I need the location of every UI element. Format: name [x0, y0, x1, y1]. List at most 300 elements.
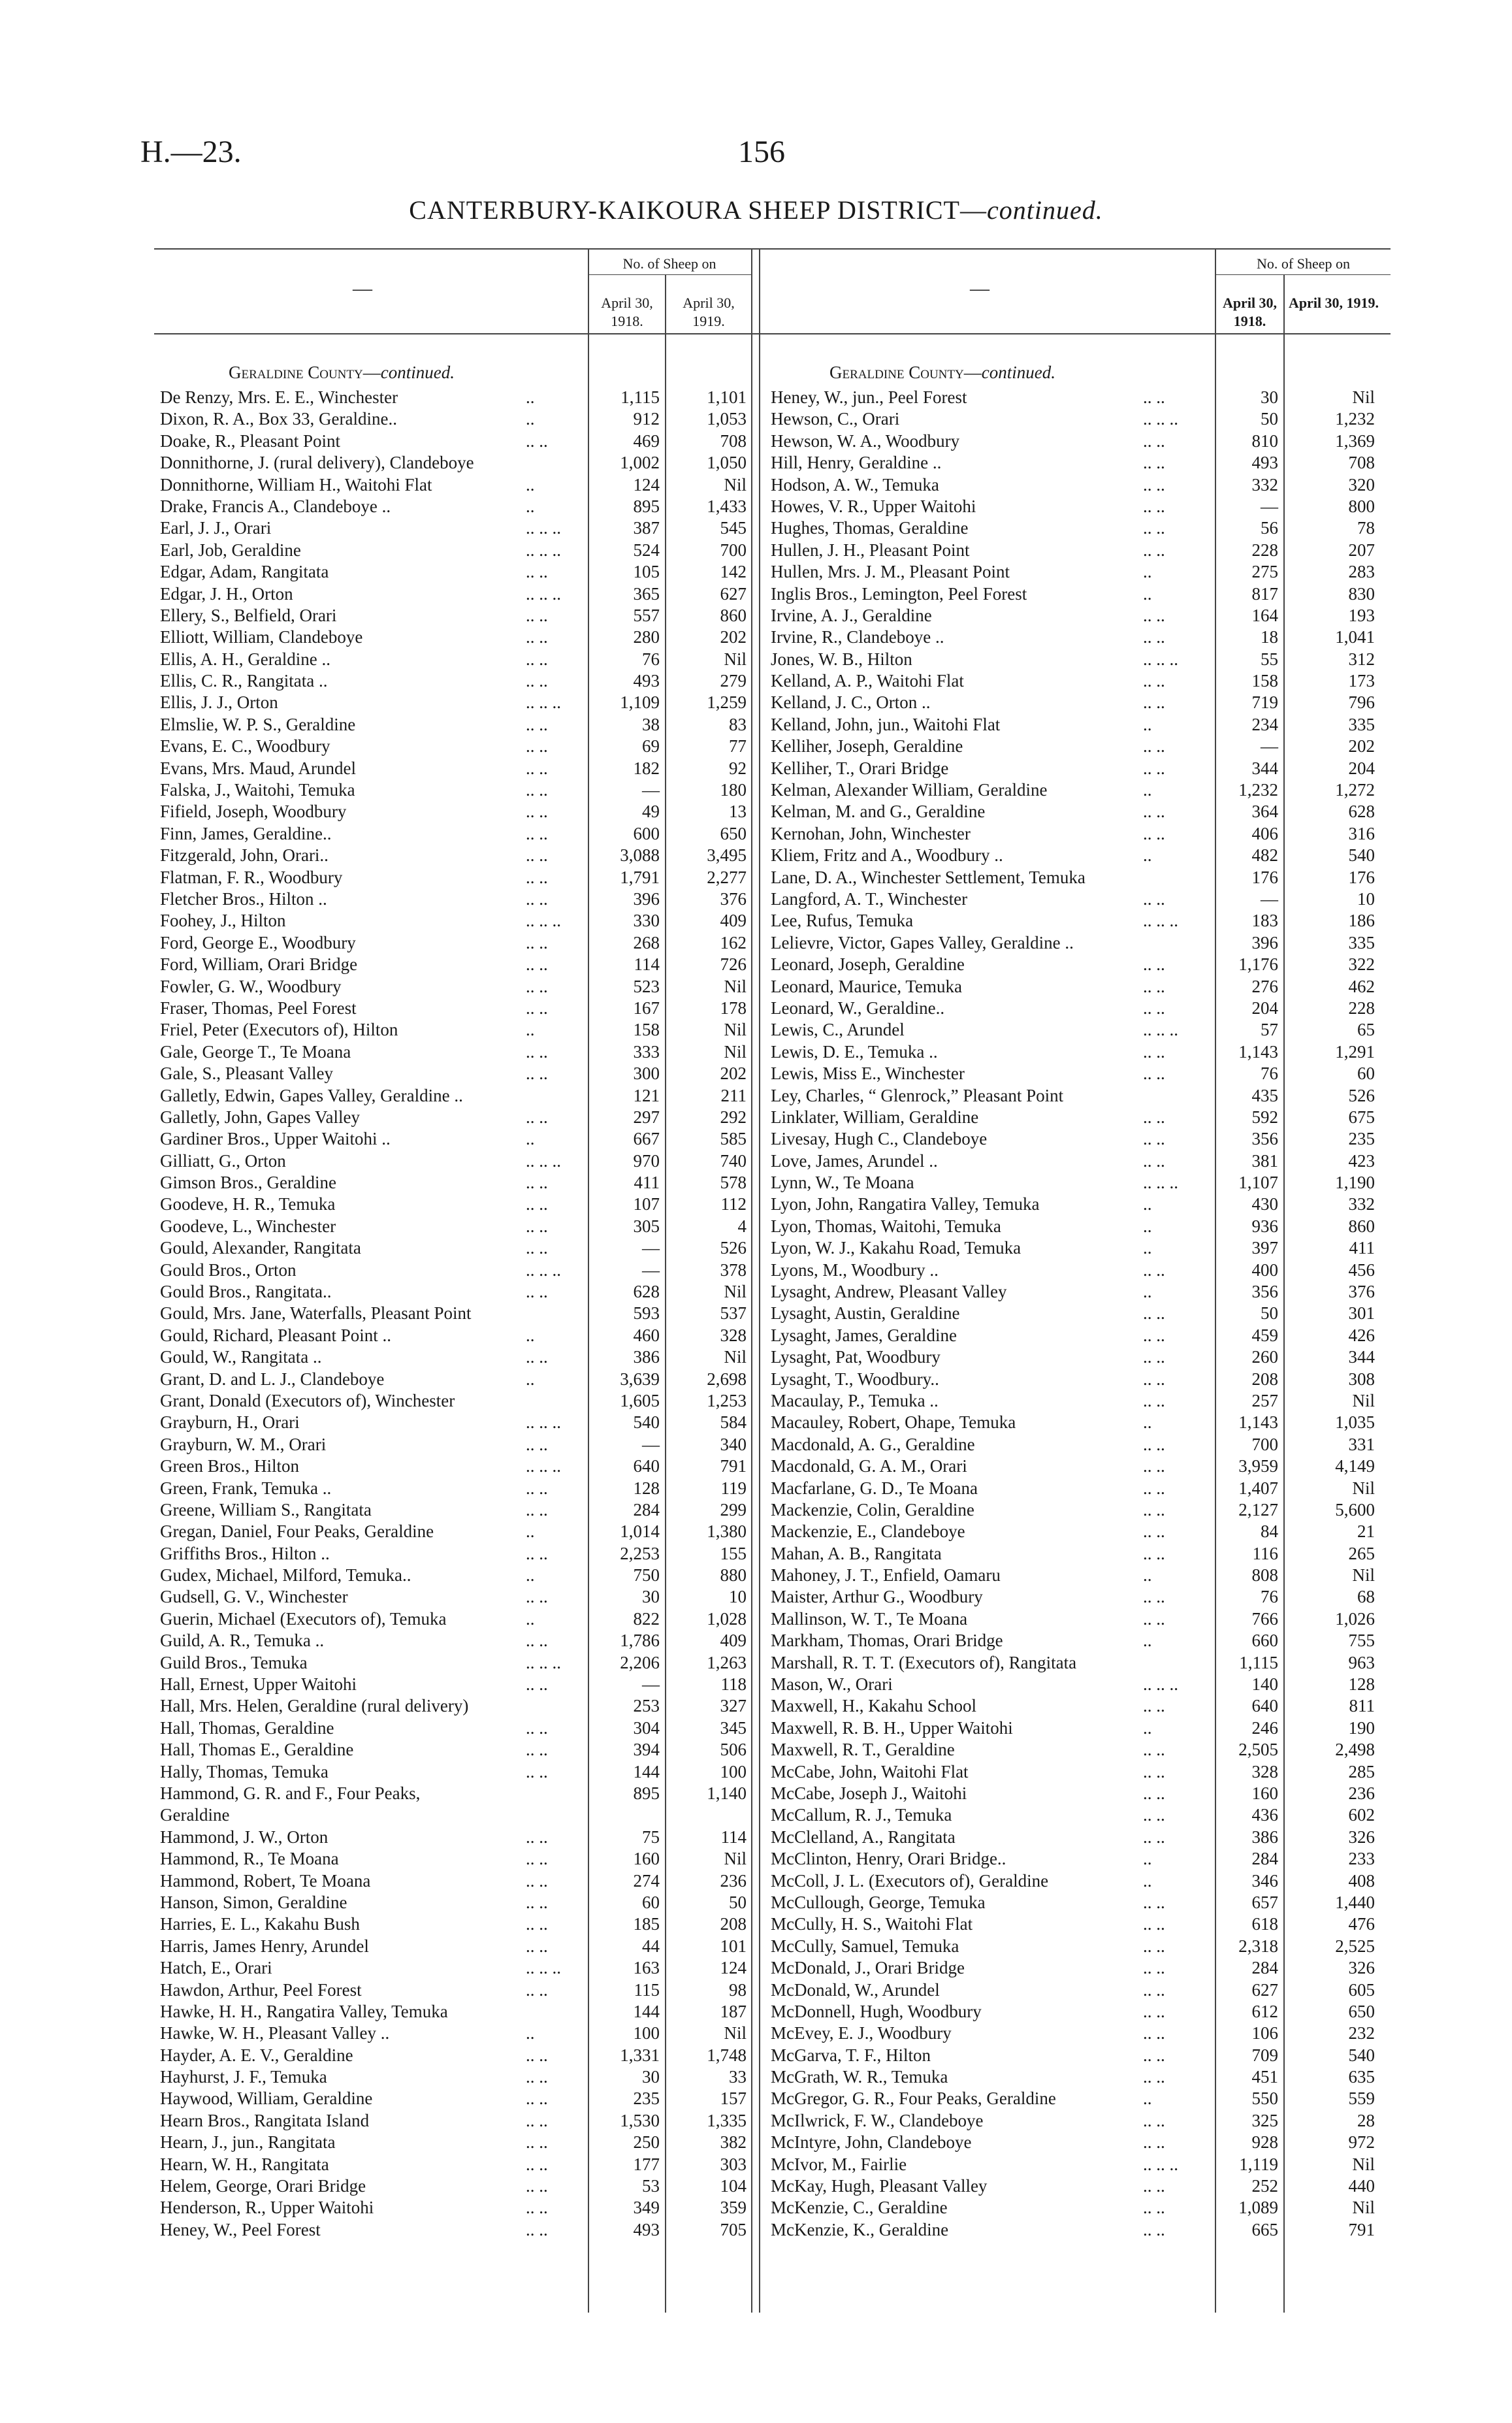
sheep-1918-value: 76	[1261, 1064, 1278, 1084]
sheep-1918-value: 260	[1251, 1347, 1278, 1367]
sheep-1918-value: 121	[633, 1085, 660, 1105]
table-row	[771, 1455, 1512, 1477]
sheep-1919-value: 796	[1348, 692, 1375, 713]
sheep-1919-value: 2,698	[707, 1369, 747, 1389]
table-row	[771, 1107, 1512, 1128]
sheep-1919-value: 335	[1348, 932, 1375, 952]
sheep-1919-value: 2,525	[1335, 1936, 1375, 1956]
leader-dots: .. ..	[526, 671, 548, 691]
owner-name: Heney, W., jun., Peel Forest	[771, 387, 967, 407]
leader-dots: ..	[526, 474, 535, 495]
sheep-1919-value: 326	[1348, 1958, 1375, 1978]
sheep-1919-value: 118	[720, 1674, 747, 1695]
owner-name: Lewis, D. E., Temuka ..	[771, 1041, 938, 1062]
sheep-1919-value: 1,026	[1335, 1608, 1375, 1629]
owner-name: McCallum, R. J., Temuka	[771, 1805, 952, 1825]
sheep-1919-value: Nil	[724, 1282, 747, 1302]
leader-dots: .. .. ..	[1143, 1674, 1178, 1695]
leader-dots: .. ..	[1143, 2176, 1165, 2196]
sheep-1918-value: 400	[1251, 1260, 1278, 1280]
leader-dots: .. .. ..	[526, 1150, 561, 1171]
table-row	[771, 1325, 1512, 1346]
sheep-1919-value: 211	[720, 1085, 747, 1105]
sheep-1918-value: 709	[1251, 2045, 1278, 2065]
sheep-1918-value: 257	[1251, 1390, 1278, 1410]
leader-dots: ..	[526, 409, 535, 429]
owner-name: Guild, A. R., Temuka ..	[160, 1631, 325, 1651]
owner-name: Fowler, G. W., Woodbury	[160, 976, 342, 996]
sheep-1918-value: 618	[1251, 1914, 1278, 1934]
leader-dots: .. .. ..	[1143, 649, 1178, 669]
sheep-1919-value: 92	[729, 758, 747, 778]
table-row	[771, 583, 1512, 605]
sheep-1919-value: 476	[1348, 1914, 1375, 1934]
sheep-1918-value: 53	[642, 2176, 660, 2196]
owner-name: Hammond, G. R. and F., Four Peaks,	[160, 1783, 421, 1803]
sheep-1918-value: 627	[1251, 1979, 1278, 2000]
sheep-1918-value: 460	[633, 1325, 660, 1345]
sheep-1918-value: 182	[633, 758, 660, 778]
sheep-1918-value: 356	[1251, 1129, 1278, 1149]
owner-name: Maister, Arthur G., Woodbury	[771, 1587, 983, 1607]
sheep-1918-value: 386	[1251, 1827, 1278, 1847]
leader-dots: .. ..	[1143, 802, 1165, 822]
sheep-1919-value: 340	[720, 1434, 747, 1454]
sheep-1919-value: 526	[720, 1238, 747, 1258]
leader-dots: .. ..	[1143, 823, 1165, 843]
leader-dots: .. ..	[1143, 1761, 1165, 1781]
sheep-1918-value: 284	[1251, 1849, 1278, 1869]
sheep-1918-value: 895	[633, 1783, 660, 1803]
leader-dots: .. ..	[526, 1478, 548, 1498]
sheep-1918-value: 750	[633, 1565, 660, 1586]
sheep-1918-value: 365	[633, 583, 660, 604]
right-col2-header: April 30, 1919.	[1288, 295, 1379, 311]
table-row	[771, 605, 1512, 626]
sheep-1919-value: 359	[720, 2198, 747, 2218]
table-row	[771, 561, 1512, 583]
leader-dots: .. .. ..	[526, 1456, 561, 1476]
sheep-1918-value: 185	[633, 1914, 660, 1934]
owner-name: Mallinson, W. T., Te Moana	[771, 1608, 968, 1629]
sheep-1918-value: —	[1261, 888, 1278, 909]
sheep-1918-value: 808	[1251, 1565, 1278, 1586]
table-row	[771, 779, 1512, 801]
sheep-1919-value: 800	[1348, 496, 1375, 516]
sheep-1918-value: 1,002	[620, 453, 660, 473]
table-row	[771, 998, 1512, 1019]
sheep-1919-value: 628	[1348, 802, 1375, 822]
leader-dots: .. ..	[526, 2045, 548, 2065]
leader-dots: .. .. ..	[526, 1412, 561, 1433]
sheep-1918-value: 284	[633, 1499, 660, 1520]
sheep-1918-value: 1,786	[620, 1631, 660, 1651]
sheep-1918-value: 163	[633, 1958, 660, 1978]
table-row	[771, 1804, 1512, 1826]
sheep-1919-value: 540	[1348, 845, 1375, 866]
sheep-1918-value: 493	[633, 2219, 660, 2239]
sheep-1919-value: 279	[720, 671, 747, 691]
owner-name: Donnithorne, William H., Waitohi Flat	[160, 474, 432, 495]
owner-name: Lewis, C., Arundel	[771, 1020, 905, 1040]
sheep-1919-value: 301	[1348, 1303, 1375, 1324]
table-row	[771, 1870, 1512, 1892]
sheep-1919-value: 193	[1348, 605, 1375, 625]
left-header-dash: —	[353, 278, 372, 299]
table-row	[771, 1434, 1512, 1455]
sheep-1919-value: 142	[720, 562, 747, 582]
sheep-1919-value: 335	[1348, 714, 1375, 734]
page-title: CANTERBURY-KAIKOURA SHEEP DISTRICT—continued.	[409, 195, 1103, 225]
leader-dots: .. .. ..	[526, 1260, 561, 1280]
sheep-1918-value: 411	[634, 1173, 660, 1193]
leader-dots: .. .. ..	[1143, 409, 1178, 429]
table-row	[771, 2001, 1512, 2023]
sheep-1919-value: 68	[1357, 1587, 1375, 1607]
leader-dots: ..	[526, 1325, 535, 1345]
sheep-1919-value: 1,259	[707, 692, 747, 713]
leader-dots: .. ..	[1143, 496, 1165, 516]
leader-dots: ..	[1143, 1631, 1152, 1651]
sheep-1919-value: 2,277	[707, 867, 747, 887]
sheep-1919-value: 1,035	[1335, 1412, 1375, 1433]
table-row	[771, 1783, 1512, 1804]
sheep-1918-value: 436	[1251, 1805, 1278, 1825]
owner-name: McColl, J. L. (Executors of), Geraldine	[771, 1870, 1049, 1891]
sheep-1919-value: 376	[720, 888, 747, 909]
owner-name: Harris, James Henry, Arundel	[160, 1936, 369, 1956]
owner-name: Hall, Thomas, Geraldine	[160, 1717, 334, 1738]
table-row	[771, 2066, 1512, 2088]
sheep-1919-value: 178	[720, 998, 747, 1018]
table-row	[771, 1499, 1512, 1521]
sheep-1919-value: 186	[1348, 911, 1375, 931]
sheep-1919-value: 1,053	[707, 409, 747, 429]
sheep-1919-value: 860	[1348, 1216, 1375, 1236]
sheep-1919-value: 602	[1348, 1805, 1375, 1825]
owner-name: McCully, Samuel, Temuka	[771, 1936, 959, 1956]
owner-name: Ley, Charles, “ Glenrock,” Pleasant Point	[771, 1085, 1064, 1105]
sheep-1918-value: 280	[633, 627, 660, 647]
leader-dots: .. .. ..	[526, 583, 561, 604]
owner-name: McGregor, G. R., Four Peaks, Geraldine	[771, 2089, 1056, 2109]
sheep-1918-value: 524	[633, 540, 660, 560]
owner-name: Hewson, W. A., Woodbury	[771, 431, 960, 451]
sheep-1919-value: 202	[720, 627, 747, 647]
leader-dots: .. ..	[1143, 1150, 1165, 1171]
owner-name: Hawke, W. H., Pleasant Valley ..	[160, 2023, 390, 2043]
sheep-1919-value: 963	[1348, 1652, 1375, 1672]
sheep-1919-value: 207	[1348, 540, 1375, 560]
sheep-1919-value: 344	[1348, 1347, 1375, 1367]
sheep-1918-value: 107	[633, 1194, 660, 1214]
leader-dots: .. ..	[1143, 736, 1165, 756]
table-row	[771, 1827, 1512, 1848]
leader-dots: .. ..	[1143, 1369, 1165, 1389]
owner-name: Mahoney, J. T., Enfield, Oamaru	[771, 1565, 1001, 1586]
owner-name: Linklater, William, Geraldine	[771, 1107, 979, 1127]
table-row	[771, 496, 1512, 517]
sheep-1918-value: 274	[633, 1870, 660, 1891]
owner-name: Lyons, M., Woodbury ..	[771, 1260, 939, 1280]
sheep-1919-value: 440	[1348, 2176, 1375, 2196]
sheep-1918-value: 364	[1251, 802, 1278, 822]
owner-name: Love, James, Arundel ..	[771, 1150, 938, 1171]
sheep-1918-value: 30	[642, 2067, 660, 2087]
owner-name: Grayburn, H., Orari	[160, 1412, 300, 1433]
sheep-1919-value: 559	[1348, 2089, 1375, 2109]
leader-dots: .. ..	[526, 780, 548, 800]
table-row	[771, 2088, 1512, 2109]
table-row	[771, 1128, 1512, 1150]
owner-name: Lee, Rufus, Temuka	[771, 911, 914, 931]
sheep-1918-value: 1,089	[1238, 2198, 1278, 2218]
leader-dots: .. ..	[1143, 1914, 1165, 1934]
leader-dots: .. ..	[526, 2219, 548, 2239]
sheep-1918-value: 822	[633, 1608, 660, 1629]
sheep-1918-value: 228	[1251, 540, 1278, 560]
sheep-1919-value: 119	[720, 1478, 747, 1498]
sheep-1919-value: 1,028	[707, 1608, 747, 1629]
owner-name: Leonard, W., Geraldine..	[771, 998, 945, 1018]
owner-name: Goodeve, H. R., Temuka	[160, 1194, 336, 1214]
sheep-1918-value: 304	[633, 1717, 660, 1738]
leader-dots: .. ..	[526, 1282, 548, 1302]
owner-name: Fifield, Joseph, Woodbury	[160, 802, 347, 822]
leader-dots: ..	[1143, 1194, 1152, 1214]
owner-name: Dixon, R. A., Box 33, Geraldine..	[160, 409, 397, 429]
sheep-1919-value: 320	[1348, 474, 1375, 495]
right-group-header: No. of Sheep on	[1257, 255, 1350, 272]
leader-dots: ..	[1143, 1717, 1152, 1738]
sheep-1919-value: 1,748	[707, 2045, 747, 2065]
leader-dots: .. .. ..	[526, 518, 561, 538]
table-row	[771, 1237, 1512, 1259]
sheep-1918-value: 160	[1251, 1783, 1278, 1803]
sheep-1919-value: 173	[1348, 671, 1375, 691]
sheep-1918-value: 330	[633, 911, 660, 931]
sheep-1919-value: 112	[720, 1194, 747, 1214]
sheep-1918-value: 158	[633, 1020, 660, 1040]
sheep-1919-value: 408	[1348, 1870, 1375, 1891]
sheep-1919-value: 285	[1348, 1761, 1375, 1781]
sheep-1918-value: 325	[1251, 2110, 1278, 2130]
sheep-1919-value: 233	[1348, 1849, 1375, 1869]
owner-name: Kelman, Alexander William, Geraldine	[771, 780, 1048, 800]
owner-name: Kliem, Fritz and A., Woodbury ..	[771, 845, 1003, 866]
table-row	[771, 932, 1512, 954]
leader-dots: .. ..	[1143, 954, 1165, 975]
leader-dots: .. ..	[1143, 1129, 1165, 1149]
owner-name: Foohey, J., Hilton	[160, 911, 286, 931]
sheep-1919-value: 1,050	[707, 453, 747, 473]
sheep-1919-value: 540	[1348, 2045, 1375, 2065]
leader-dots: .. ..	[1143, 1805, 1165, 1825]
table-row	[771, 1739, 1512, 1761]
sheep-1918-value: 386	[633, 1347, 660, 1367]
leader-dots: .. ..	[526, 1107, 548, 1127]
owner-name: Hearn, W. H., Rangitata	[160, 2154, 329, 2174]
leader-dots: .. ..	[526, 998, 548, 1018]
sheep-1918-value: 253	[633, 1696, 660, 1716]
sheep-1918-value: 204	[1251, 998, 1278, 1018]
sheep-1918-value: 1,530	[620, 2110, 660, 2130]
sheep-1918-value: —	[642, 1674, 660, 1695]
owner-name: Hall, Thomas E., Geraldine	[160, 1740, 354, 1760]
sheep-1918-value: —	[642, 1434, 660, 1454]
owner-name: Donnithorne, J. (rural delivery), Clandeboye	[160, 453, 474, 473]
sheep-1919-value: 426	[1348, 1325, 1375, 1345]
owner-name: Earl, Job, Geraldine	[160, 540, 301, 560]
leader-dots: .. ..	[526, 2198, 548, 2218]
owner-name: McGarva, T. F., Hilton	[771, 2045, 931, 2065]
sheep-1918-value: 1,014	[620, 1521, 660, 1542]
owner-name: Griffiths Bros., Hilton ..	[160, 1543, 330, 1563]
owner-name: Leonard, Maurice, Temuka	[771, 976, 962, 996]
sheep-1918-value: 1,407	[1238, 1478, 1278, 1498]
sheep-1919-value: Nil	[724, 1020, 747, 1040]
sheep-1918-value: 1,176	[1238, 954, 1278, 975]
owner-name: Hayder, A. E. V., Geraldine	[160, 2045, 353, 2065]
owner-name: Irvine, R., Clandeboye ..	[771, 627, 944, 647]
sheep-1919-value: 1,291	[1335, 1041, 1375, 1062]
leader-dots: .. ..	[526, 431, 548, 451]
sheep-1919-value: 1,101	[707, 387, 747, 407]
sheep-1919-value: 180	[720, 780, 747, 800]
owner-name: Inglis Bros., Lemington, Peel Forest	[771, 583, 1027, 604]
sheep-1919-value: 308	[1348, 1369, 1375, 1389]
table-row	[771, 649, 1512, 670]
sheep-1918-value: 250	[633, 2132, 660, 2153]
sheep-1919-value: 755	[1348, 1631, 1375, 1651]
leader-dots: .. ..	[526, 2176, 548, 2196]
leader-dots: .. ..	[526, 976, 548, 996]
sheep-1918-value: 1,232	[1238, 780, 1278, 800]
sheep-1918-value: 493	[1251, 453, 1278, 473]
owner-name: Lyon, W. J., Kakahu Road, Temuka	[771, 1238, 1021, 1258]
sheep-1918-value: 167	[633, 998, 660, 1018]
sheep-1918-value: 333	[633, 1041, 660, 1062]
leader-dots: .. ..	[526, 867, 548, 887]
owner-name: Hill, Henry, Geraldine ..	[771, 453, 942, 473]
owner-name: Hearn Bros., Rangitata Island	[160, 2110, 370, 2130]
leader-dots: .. .. ..	[1143, 1173, 1178, 1193]
sheep-1918-value: 451	[1251, 2067, 1278, 2087]
table-row	[771, 1979, 1512, 2001]
leader-dots: .. ..	[1143, 1041, 1165, 1062]
owner-name: Fraser, Thomas, Peel Forest	[160, 998, 357, 1018]
table-row	[771, 1369, 1512, 1390]
sheep-1918-value: 55	[1261, 649, 1278, 669]
sheep-1919-value: 202	[720, 1064, 747, 1084]
sheep-1919-value: 316	[1348, 823, 1375, 843]
sheep-1919-value: 627	[720, 583, 747, 604]
sheep-1919-value: 376	[1348, 1282, 1375, 1302]
table-row	[771, 1957, 1512, 1979]
leader-dots: .. ..	[526, 2089, 548, 2109]
leader-dots: .. ..	[526, 2132, 548, 2153]
sheep-1919-value: 811	[1349, 1696, 1375, 1716]
sheep-1918-value: 430	[1251, 1194, 1278, 1214]
table-row	[771, 626, 1512, 648]
owner-name: Irvine, A. J., Geraldine	[771, 605, 932, 625]
sheep-1919-value: 124	[720, 1958, 747, 1978]
leader-dots: .. ..	[526, 1717, 548, 1738]
owner-name: Guild Bros., Temuka	[160, 1652, 308, 1672]
sheep-1919-value: 28	[1357, 2110, 1375, 2130]
leader-dots: .. ..	[526, 2154, 548, 2174]
table-row	[771, 1630, 1512, 1651]
sheep-1918-value: 84	[1261, 1521, 1278, 1542]
leader-dots: .. ..	[526, 1216, 548, 1236]
owner-name: Evans, E. C., Woodbury	[160, 736, 330, 756]
sheep-1918-value: 628	[633, 1282, 660, 1302]
table-row	[771, 1412, 1512, 1433]
sheep-1918-value: 667	[633, 1129, 660, 1149]
sheep-1918-value: 3,088	[620, 845, 660, 866]
leader-dots: .. ..	[1143, 1390, 1165, 1410]
leader-dots: ..	[526, 1020, 535, 1040]
sheep-1918-value: 557	[633, 605, 660, 625]
sheep-1918-value: 60	[642, 1892, 660, 1912]
owner-name: Gudex, Michael, Milford, Temuka..	[160, 1565, 411, 1586]
sheep-1918-value: 38	[642, 714, 660, 734]
sheep-1919-value: 100	[720, 1761, 747, 1781]
owner-name: Gould, Alexander, Rangitata	[160, 1238, 361, 1258]
sheep-1919-value: Nil	[724, 1041, 747, 1062]
sheep-1919-value: 708	[720, 431, 747, 451]
leader-dots: .. ..	[526, 1587, 548, 1607]
sheep-1918-value: 936	[1251, 1216, 1278, 1236]
sheep-1919-value: 526	[1348, 1085, 1375, 1105]
owner-name: Kelman, M. and G., Geraldine	[771, 802, 986, 822]
leader-dots: .. ..	[526, 1674, 548, 1695]
leader-dots: .. ..	[526, 605, 548, 625]
sheep-1918-value: 1,115	[1239, 1652, 1278, 1672]
sheep-1919-value: 83	[729, 714, 747, 734]
owner-name: Lyon, Thomas, Waitohi, Temuka	[771, 1216, 1001, 1236]
sheep-1918-value: 100	[633, 2023, 660, 2043]
table-row	[771, 2023, 1512, 2044]
owner-name: Lyon, John, Rangatira Valley, Temuka	[771, 1194, 1040, 1214]
sheep-1919-value: 98	[729, 1979, 747, 2000]
owner-name: McEvey, E. J., Woodbury	[771, 2023, 952, 2043]
sheep-1919-value: 312	[1348, 649, 1375, 669]
table-row	[771, 758, 1512, 779]
owner-name: Drake, Francis A., Clandeboye ..	[160, 496, 391, 516]
table-row	[771, 976, 1512, 998]
sheep-1918-value: 75	[642, 1827, 660, 1847]
sheep-1918-value: 328	[1251, 1761, 1278, 1781]
table-row	[771, 431, 1512, 452]
sheep-1918-value: 176	[1251, 867, 1278, 887]
table-row	[771, 1281, 1512, 1303]
owner-name: Macauley, Robert, Ohape, Temuka	[771, 1412, 1016, 1433]
owner-name: Hammond, Robert, Te Moana	[160, 1870, 371, 1891]
owner-name: Guerin, Michael (Executors of), Temuka	[160, 1608, 447, 1629]
sheep-1919-value: 2,498	[1335, 1740, 1375, 1760]
leader-dots: .. ..	[1143, 1543, 1165, 1563]
owner-name: Galletly, Edwin, Gapes Valley, Geraldine ..	[160, 1085, 463, 1105]
leader-dots: .. ..	[1143, 518, 1165, 538]
leader-dots: .. ..	[1143, 1587, 1165, 1607]
owner-name: Lane, D. A., Winchester Settlement, Temuka	[771, 867, 1086, 887]
sheep-1919-value: 327	[720, 1696, 747, 1716]
leader-dots: .. ..	[1143, 692, 1165, 713]
leader-dots: .. ..	[526, 1892, 548, 1912]
leader-dots: .. ..	[526, 845, 548, 866]
table-row	[771, 1019, 1512, 1041]
